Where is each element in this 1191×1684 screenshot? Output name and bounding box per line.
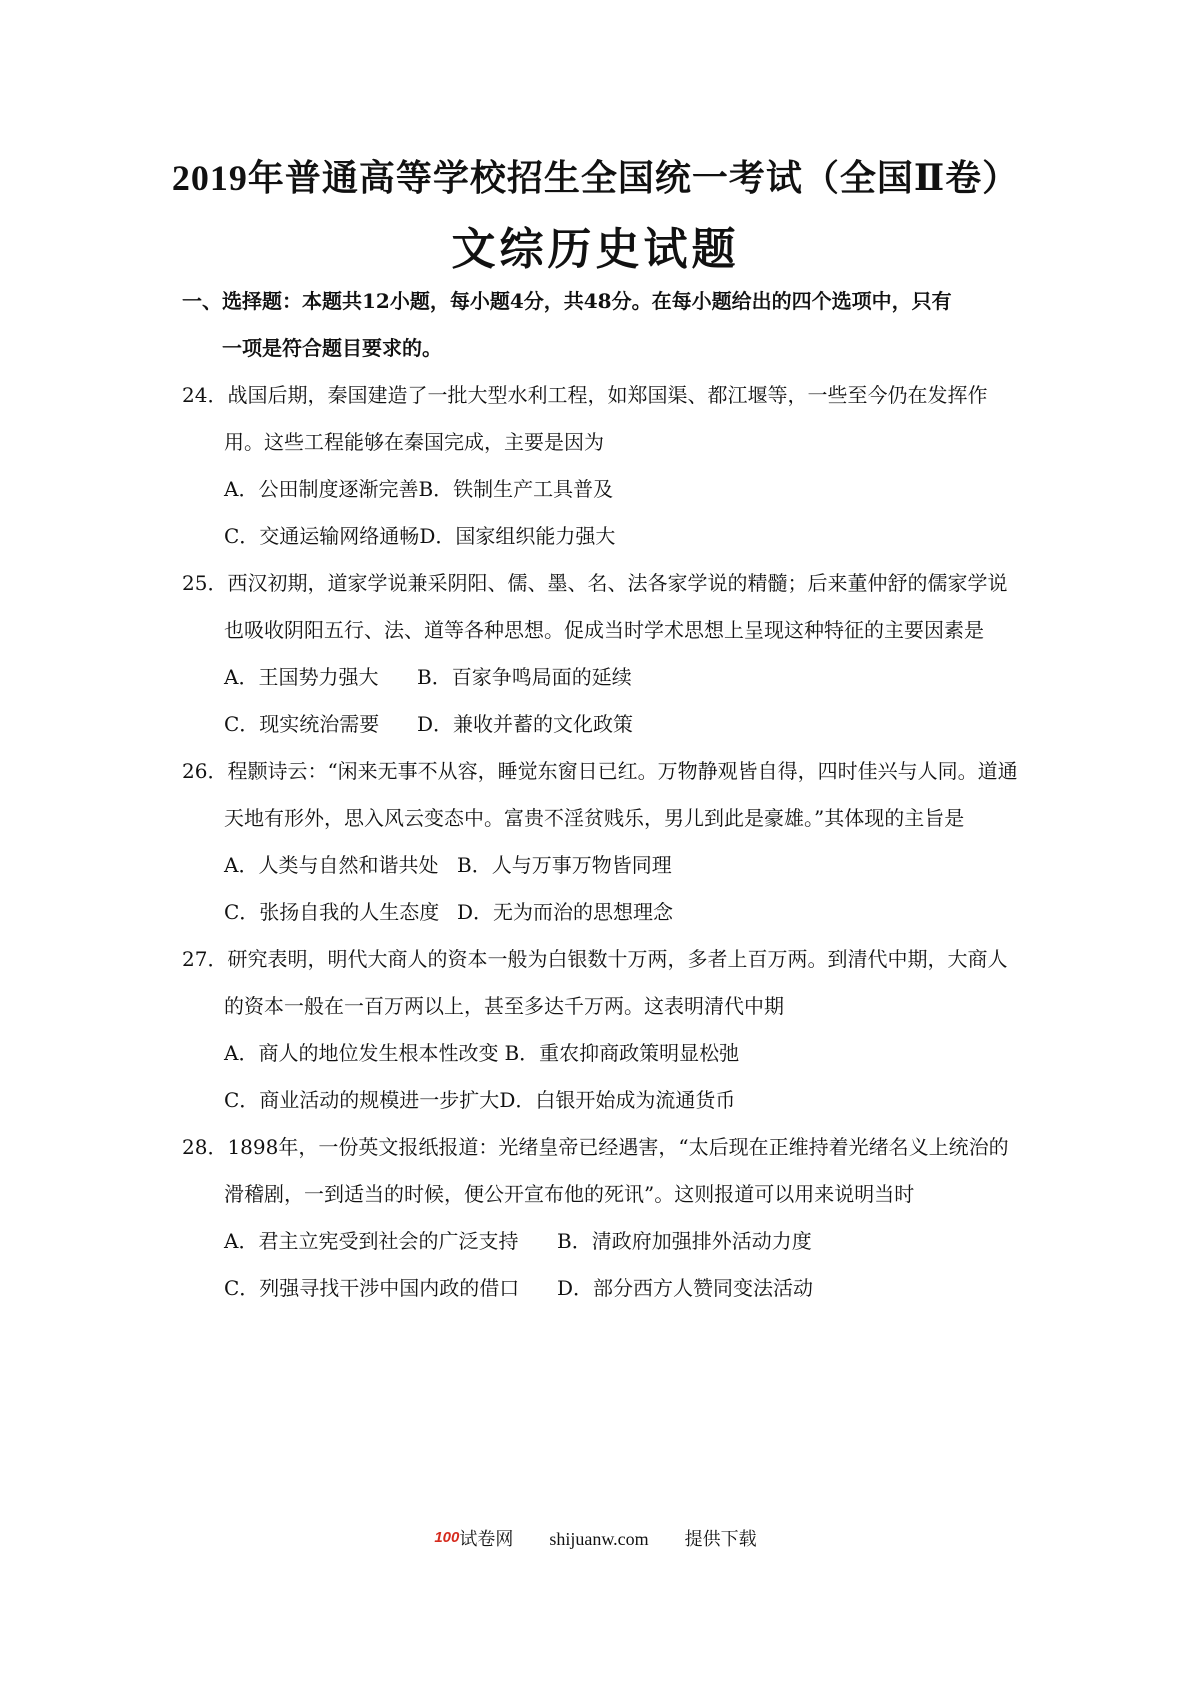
- option-d: D．无为而治的思想理念: [457, 900, 674, 924]
- question-25: [182, 560, 1022, 748]
- download-note: 提供下载: [684, 1529, 757, 1549]
- question-stem: 26．程颢诗云：“闲来无事不从容，睡觉东窗日已红。万物静观皆自得，四时佳兴与人同。道通天地有形外，思入风云变态中。富贵不淫贫贱乐，男儿到此是豪雄。”其体现的主旨是: [182, 759, 1018, 830]
- option-b: B．百家争鸣局面的延续: [417, 665, 632, 689]
- option-c: C．列强寻找干涉中国内政的借口: [224, 1276, 520, 1300]
- option-c: C．商业活动的规模进一步扩大: [224, 1088, 500, 1112]
- option-d: D．白银开始成为流通货币: [499, 1088, 736, 1112]
- site-name: 试卷网: [459, 1529, 514, 1549]
- option-a: A．君主立宪受到社会的广泛支持: [224, 1229, 519, 1253]
- option-a: A．公田制度逐渐完善: [224, 477, 419, 501]
- question-stem: 24．战国后期，秦国建造了一批大型水利工程，如郑国渠、都江堰等，一些至今仍在发挥作用。这些工程能够在秦国完成，主要是因为: [182, 383, 988, 454]
- question-28: [182, 1124, 1022, 1312]
- question-24: [182, 372, 1022, 560]
- option-c: C．交通运输网络通畅: [224, 524, 420, 548]
- option-a: A．人类与自然和谐共处: [224, 853, 439, 877]
- option-a: A．商人的地位发生根本性改变: [224, 1041, 499, 1065]
- question-stem: 28．1898年，一份英文报纸报道：光绪皇帝已经遇害，“太后现在正维持着光绪名义上统治的滑稽剧，一到适当的时候，便公开宣布他的死讯”。这则报道可以用来说明当时: [182, 1135, 1009, 1206]
- question-stem: 27．研究表明，明代大商人的资本一般为白银数十万两，多者上百万两。到清代中期，大商人的资本一般在一百万两以上，甚至多达千万两。这表明清代中期: [182, 947, 1008, 1018]
- section-instructions: [182, 278, 1022, 372]
- option-d: D．部分西方人赞同变法活动: [557, 1276, 814, 1300]
- document-body: [182, 278, 1022, 1312]
- option-b: B．重农抑商政策明显松弛: [504, 1041, 740, 1065]
- site-logo: 100: [434, 1529, 460, 1546]
- option-c: C．现实统治需要: [224, 712, 380, 736]
- option-c: C．张扬自我的人生态度: [224, 900, 440, 924]
- site-url[interactable]: shijuanw.com: [549, 1529, 649, 1549]
- section-line-2: 一项是符合题目要求的。: [222, 336, 442, 360]
- question-26: [182, 748, 1022, 936]
- page-footer: [0, 1525, 1191, 1551]
- option-b: B．人与万事万物皆同理: [457, 853, 672, 877]
- option-d: D．国家组织能力强大: [419, 524, 616, 548]
- option-b: B．铁制生产工具普及: [418, 477, 614, 501]
- option-d: D．兼收并蓄的文化政策: [417, 712, 634, 736]
- question-27: [182, 936, 1022, 1124]
- exam-subtitle: 文综历史试题: [451, 224, 740, 275]
- section-line-1: 一、选择题：本题共12小题，每小题4分，共48分。在每小题给出的四个选项中，只有: [182, 289, 952, 313]
- exam-title: 2019年普通高等学校招生全国统一考试（全国Ⅱ卷）: [171, 158, 1020, 198]
- option-a: A．王国势力强大: [224, 665, 379, 689]
- question-stem: 25．西汉初期，道家学说兼采阴阳、儒、墨、名、法各家学说的精髓；后来董仲舒的儒家学说也吸收阴阳五行、法、道等各种思想。促成当时学术思想上呈现这种特征的主要因素是: [182, 571, 1008, 642]
- option-b: B．清政府加强排外活动力度: [557, 1229, 812, 1253]
